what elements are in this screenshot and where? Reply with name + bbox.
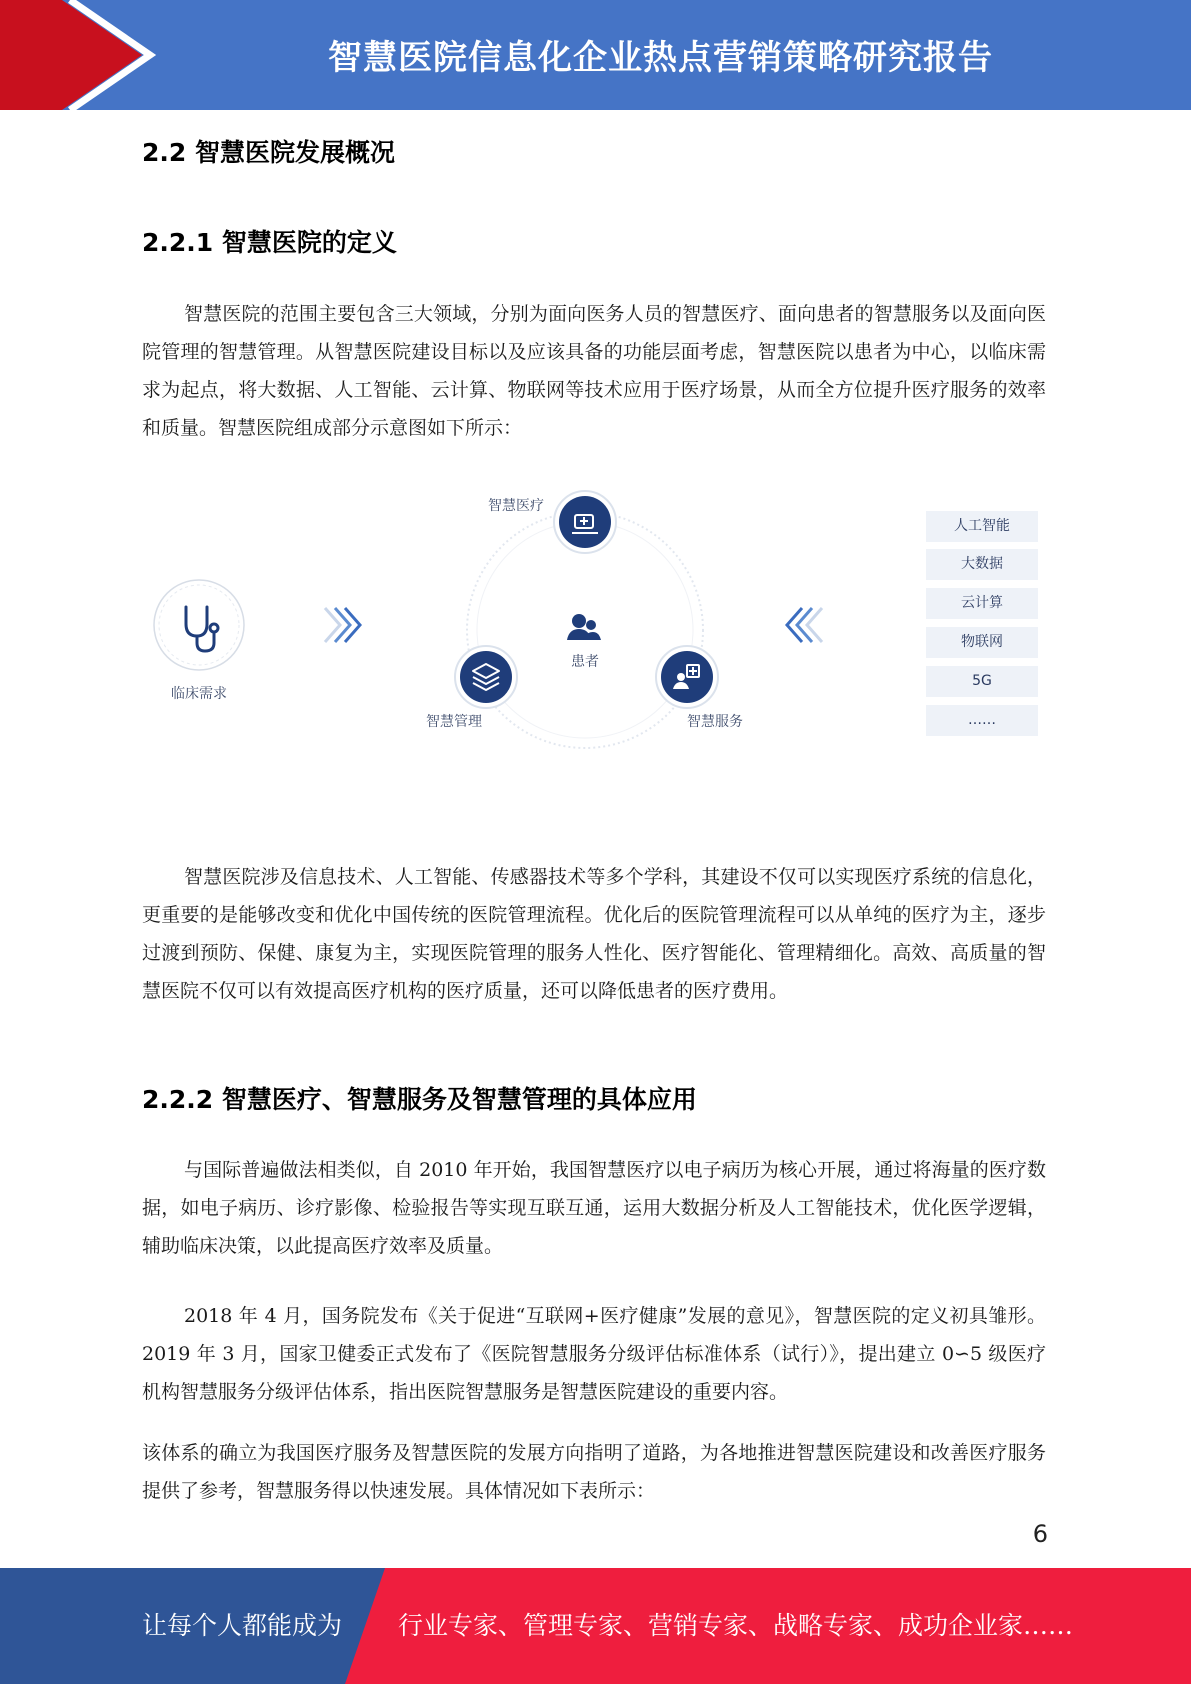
clinical-demand-node <box>154 580 244 670</box>
chevron-left-icon <box>787 608 822 642</box>
tech-item-big-data: 大数据 <box>926 549 1038 580</box>
smart-medical-node <box>554 491 616 553</box>
tech-item-iot: 物联网 <box>926 627 1038 658</box>
smart-medical-label: 智慧医疗 <box>488 498 544 514</box>
triad-ring-inner <box>477 522 693 738</box>
smart-hospital-diagram <box>142 480 1046 750</box>
paragraph-system: 该体系的确立为我国医疗服务及智慧医院的发展方向指明了道路，为各地推进智慧医院建设和改善医疗服务提供了参考，智慧服务得以快速发展。具体情况如下表所示： <box>142 1442 1046 1502</box>
paragraph-history: 与国际普遍做法相类似，自 2010 年开始，我国智慧医疗以电子病历为核心开展，通过将海量的医疗数据，如电子病历、诊疗影像、检验报告等实现互联互通，运用大数据分析及人工智能技术，优化医学逻辑，辅助临床决策，以此提高医疗效率及质量。 <box>142 1159 1046 1257</box>
subsection-heading-definition: 2.2.1 智慧医院的定义 <box>142 228 397 257</box>
header-arrow-decoration <box>0 0 170 110</box>
tech-item-5g: 5G <box>926 666 1038 697</box>
clinical-demand-label: 临床需求 <box>171 686 227 702</box>
patient-icon <box>567 614 601 640</box>
smart-management-node <box>455 646 517 708</box>
footer-slogan-left: 让每个人都能成为 <box>142 1611 343 1640</box>
tech-item-ai: 人工智能 <box>926 511 1038 542</box>
diagram-svg <box>142 480 1046 750</box>
report-title: 智慧医院信息化企业热点营销策略研究报告 <box>328 38 993 78</box>
page-number: 6 <box>1032 1520 1048 1548</box>
tech-item-more: …… <box>926 705 1038 736</box>
page-header <box>0 0 1191 110</box>
paragraph-impact: 智慧医院涉及信息技术、人工智能、传感器技术等多个学科，其建设不仅可以实现医疗系统的信息化，更重要的是能够改变和优化中国传统的医院管理流程。优化后的医院管理流程可以从单纯的医疗为主，逐步过渡到预防、保健、康复为主，实现医院管理的服务人性化、医疗智能化、管理精细化。高效、高质量的智慧医院不仅可以有效提高医疗机构的医疗质量，还可以降低患者的医疗费用。 <box>142 866 1046 1002</box>
section-heading: 2.2 智慧医院发展概况 <box>142 138 395 167</box>
patient-label: 患者 <box>571 654 599 670</box>
chevron-right-icon <box>325 608 360 642</box>
smart-service-node <box>656 646 718 708</box>
page-footer <box>0 1568 1191 1684</box>
paragraph-definition: 智慧医院的范围主要包含三大领域，分别为面向医务人员的智慧医疗、面向患者的智慧服务以及面向医院管理的智慧管理。从智慧医院建设目标以及应该具备的功能层面考虑，智慧医院以患者为中心，以临床需求为起点，将大数据、人工智能、云计算、物联网等技术应用于医疗场景，从而全方位提升医疗服务的效率和质量。智慧医院组成部分示意图如下所示： <box>142 303 1046 439</box>
smart-service-label: 智慧服务 <box>687 714 743 730</box>
footer-slogan-right: 行业专家、管理专家、营销专家、战略专家、成功企业家…… <box>398 1611 1074 1640</box>
tech-item-cloud: 云计算 <box>926 588 1038 619</box>
paragraph-policy: 2018 年 4 月，国务院发布《关于促进“互联网+医疗健康”发展的意见》，智慧医院的定义初具雏形。2019 年 3 月，国家卫健委正式发布了《医院智慧服务分级评估标准体系（试行）》，提出建立 0∽5 级医疗机构智慧服务分级评估体系，指出医院智慧服务是智慧医院建设的重要内容。 <box>142 1305 1046 1403</box>
smart-management-label: 智慧管理 <box>426 714 482 730</box>
subsection-heading-applications: 2.2.2 智慧医疗、智慧服务及智慧管理的具体应用 <box>142 1085 697 1114</box>
